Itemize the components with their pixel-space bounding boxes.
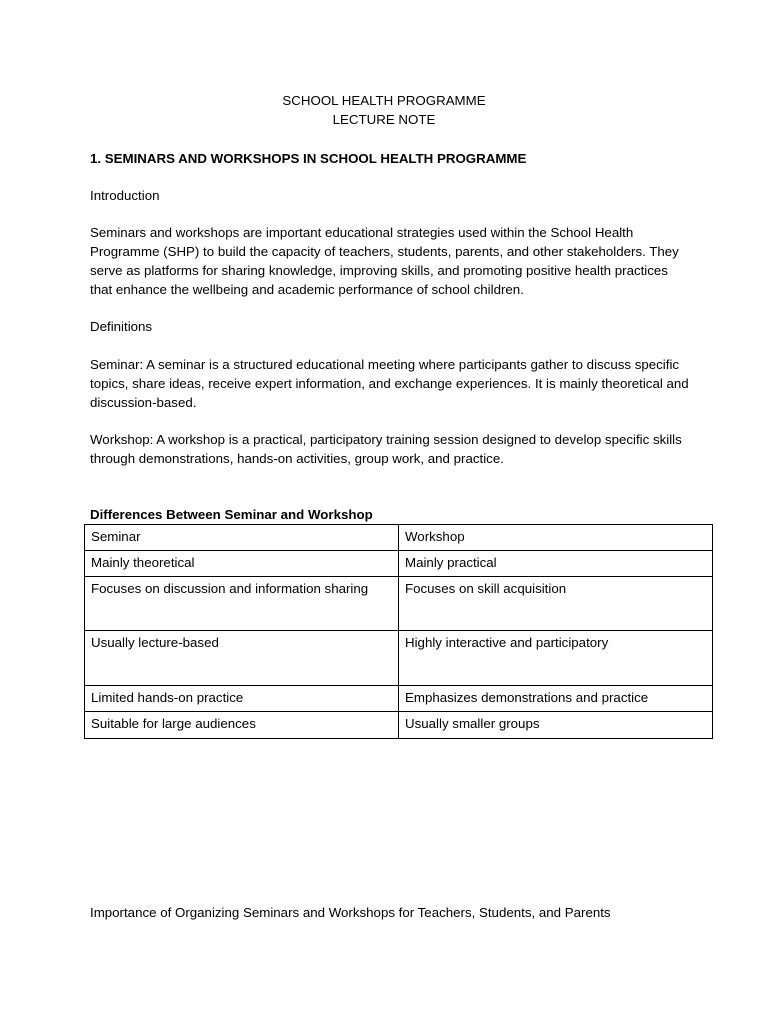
table-cell: Limited hands-on practice <box>85 686 399 712</box>
table-cell: Mainly practical <box>399 551 713 577</box>
table-row <box>85 577 713 631</box>
introduction-label: Introduction <box>90 188 160 203</box>
table-cell: Focuses on discussion and information sharing <box>85 577 399 631</box>
seminar-definition: Seminar: A seminar is a structured educational meeting where participants gather to discuss specific topics, share ideas, receive expert information, and exchange experiences. It is mainly theoretical and discussion-based. <box>90 357 689 410</box>
table-cell: Emphasizes demonstrations and practice <box>399 686 713 712</box>
workshop-definition: Workshop: A workshop is a practical, participatory training session designed to develop specific skills through demonstrations, hands-on activities, group work, and practice. <box>90 432 682 466</box>
introduction-paragraph: Seminars and workshops are important educational strategies used within the School Health Programme (SHP) to build the capacity of teachers, students, parents, and other stakeholders. They serve as platforms for sharing knowledge, improving skills, and promoting positive health practices that enhance the wellbeing and academic performance of school children. <box>90 225 679 297</box>
header-cell-workshop: Workshop <box>399 525 713 551</box>
table-cell: Mainly theoretical <box>85 551 399 577</box>
table-row <box>85 631 713 686</box>
section-heading: 1. SEMINARS AND WORKSHOPS IN SCHOOL HEALTH PROGRAMME <box>90 151 527 166</box>
table-row <box>85 686 713 712</box>
document-title: SCHOOL HEALTH PROGRAMME <box>282 93 486 108</box>
table-cell: Usually smaller groups <box>399 712 713 739</box>
document-subtitle: LECTURE NOTE <box>332 112 436 127</box>
table-header-row <box>85 525 713 551</box>
header-cell-seminar: Seminar <box>85 525 399 551</box>
table-row <box>85 712 713 739</box>
next-section-heading: Importance of Organizing Seminars and Workshops for Teachers, Students, and Parents <box>90 905 611 920</box>
definitions-label: Definitions <box>90 319 153 334</box>
table-cell: Highly interactive and participatory <box>399 631 713 686</box>
table-cell: Focuses on skill acquisition <box>399 577 713 631</box>
differences-table <box>84 524 713 739</box>
table-row <box>85 551 713 577</box>
table-caption: Differences Between Seminar and Workshop <box>90 507 373 522</box>
table-cell: Usually lecture-based <box>85 631 399 686</box>
table-cell: Suitable for large audiences <box>85 712 399 739</box>
